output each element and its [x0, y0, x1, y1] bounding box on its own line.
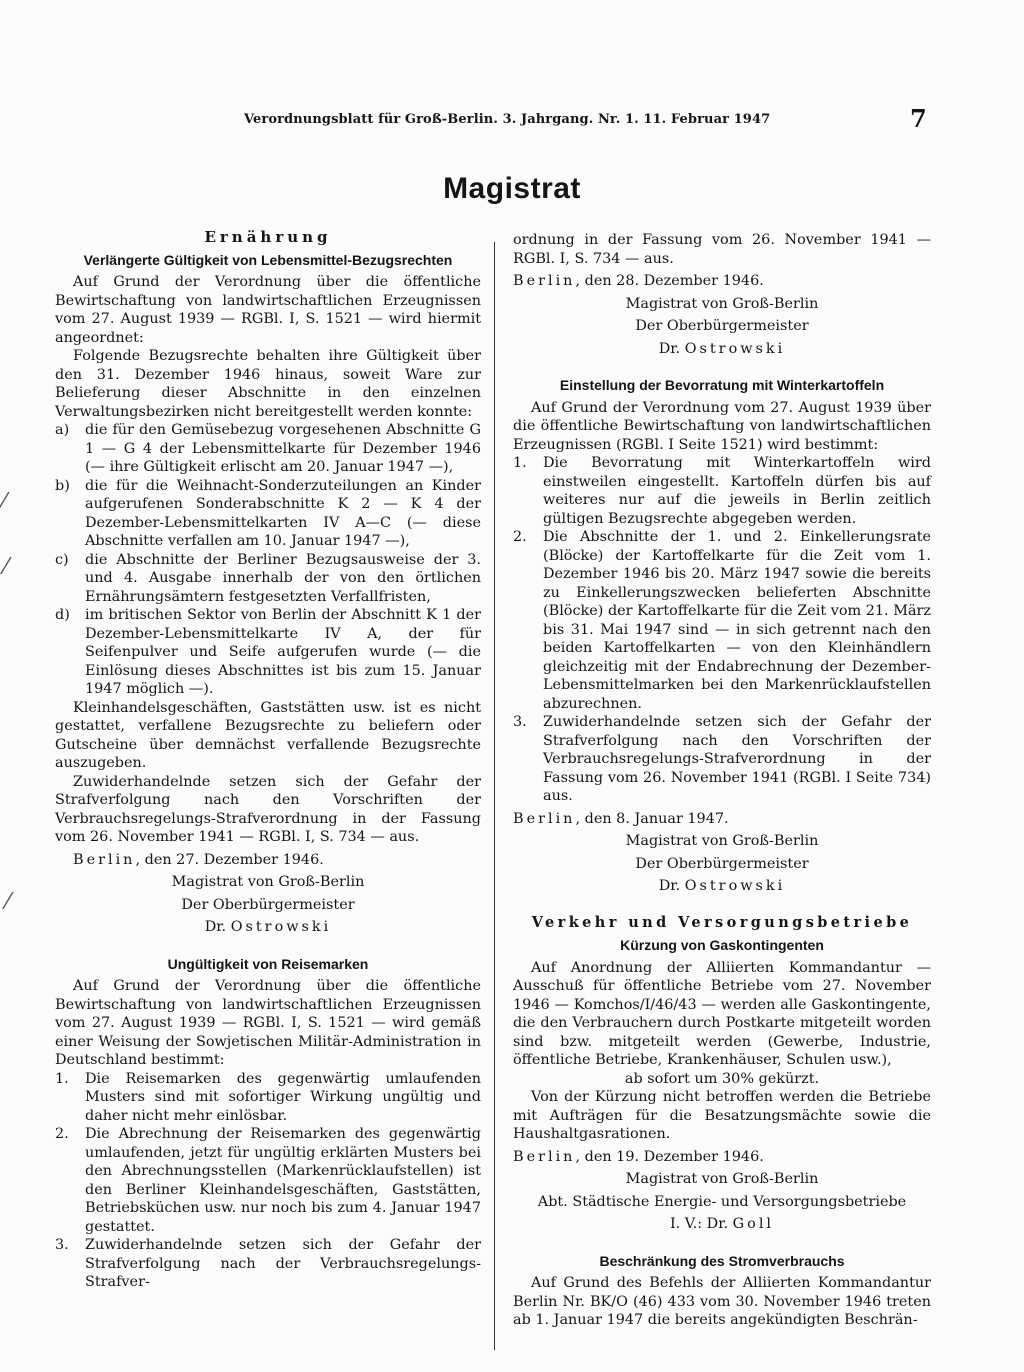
list-item-text: Zuwiderhandelnde setzen sich der Gefahr der Strafverfolgung nach der Verbrauchsregelungs-Strafver-: [85, 1237, 481, 1290]
list-item-label: 3.: [513, 714, 527, 730]
list-item-text: die für den Gemüsebezug vorgesehenen Abschnitte G 1 — G 4 der Lebensmittelkarte für Dezember 1946 (— ihre Gültigkeit erlischt am 20. Januar 1947 —),: [85, 422, 481, 475]
date: , den 27. Dezember 1946.: [135, 851, 324, 868]
list-item: [513, 528, 931, 713]
paragraph: Folgende Bezugsrechte behalten ihre Gültigkeit über den 31. Dezember 1946 hinaus, soweit Ware zur Belieferung dieser Abschnitte in den einzelnen Verwaltungsbezirken nicht bereitgestellt werden konnte:: [55, 348, 481, 420]
paragraph: Kleinhandelsgeschäften, Gaststätten usw. ist es nicht gestattet, verfallene Bezugsrechte zu beliefern oder Gutscheine über demnächst verfallende Bezugsrechte auszugeben.: [55, 699, 481, 771]
paragraph: Von der Kürzung nicht betroffen werden die Betriebe mit Aufträgen für die Besatzungsmächte sowie die Haushaltgasrationen.: [513, 1089, 931, 1142]
paragraph-emphasis: ab sofort um 30% gekürzt.: [624, 1070, 820, 1087]
left-column: [55, 228, 481, 1292]
list-item-label: b): [55, 477, 70, 494]
list-item-label: c): [55, 551, 69, 568]
paragraph: Auf Grund der Verordnung über die öffentliche Bewirtschaftung von landwirtschaftlichen Erzeugnissen vom 27. August 1939 — RGBl. I, S. 1521 — wird hiermit angeordnet:: [55, 274, 481, 346]
column-divider: [494, 242, 495, 1350]
list-item-text: die für die Weihnacht-Sonderzuteilungen an Kinder aufgerufenen Sonderabschnitte K 2 — K 4 der Dezember-Lebensmittelkarten IV A—C (— diese Abschnitte verfallen am 10. Januar 1947 —),: [85, 477, 481, 549]
signature-authority: Magistrat von Groß-Berlin: [625, 1171, 819, 1187]
list-item: [55, 477, 481, 551]
paragraph: Auf Grund der Verordnung vom 27. August 1939 über die öffentliche Bewirtschaftung von landwirtschaftlichen Erzeugnissen (RGBl. I Seite 1521) wird bestimmt:: [513, 399, 931, 453]
list-item-label: a): [55, 422, 70, 438]
place-date-line: [513, 272, 931, 291]
place: Berlin: [513, 1148, 576, 1165]
list-item-text: Zuwiderhandelnde setzen sich der Gefahr der Strafverfolgung nach den Vorschriften der Verbrauchsregelungs-Strafverordnung in der Fassung vom 26. November 1941 (RGBl. I Seite 734) aus.: [543, 714, 931, 804]
list-item: [513, 713, 931, 806]
heading-stromverbrauch: Beschränkung des Stromverbrauchs: [599, 1252, 845, 1269]
place-date-line: [513, 1148, 931, 1167]
list-item-label: 2.: [55, 1126, 69, 1142]
right-column: [513, 231, 931, 1330]
page-number: 7: [910, 104, 927, 133]
date: , den 19. Dezember 1946.: [575, 1148, 764, 1165]
section-title-verkehr: Verkehr und Versorgungsbetriebe: [531, 913, 913, 931]
signature-name: Ostrowski: [230, 919, 332, 935]
signature-prefix: Dr.: [658, 340, 681, 357]
date: , den 28. Dezember 1946.: [575, 273, 764, 289]
list-item-label: 1.: [513, 455, 527, 471]
signature-prefix: Dr.: [204, 919, 227, 935]
list-item-text: Die Bevorratung mit Winterkartoffeln wird einstweilen eingestellt. Kartoffeln dürfen bis auf weiteres nur auf die jeweils in Berlin zeitlich gültigen Bezugsrechte abgegeben werden.: [543, 455, 931, 527]
margin-mark: ⁄: [2, 490, 6, 515]
signature-title: Der Oberbürgermeister: [635, 318, 809, 334]
list-item-label: 1.: [55, 1070, 69, 1087]
list-item-text: Die Abrechnung der Reisemarken des gegenwärtig umlaufenden, jetzt für ungültig erklärten Musters bei den Abrechnungsstellen (Markenrücklaufstellen) ist den Berliner Kleinhandelsgeschäften, Gaststätten, Betriebsküchen usw. nur noch bis zum 4. Januar 1947 gestattet.: [85, 1126, 481, 1235]
list-item-label: 2.: [513, 529, 527, 545]
section-title-ernaehrung: Ernährung: [204, 228, 332, 246]
signature-title: Der Oberbürgermeister: [181, 896, 355, 913]
list-item-text: Die Reisemarken des gegenwärtig umlaufenden Musters sind mit sofortiger Wirkung ungültig und daher nicht mehr einlösbar.: [85, 1070, 481, 1124]
paragraph: Auf Grund der Verordnung über die öffentliche Bewirtschaftung von landwirtschaftlichen Erzeugnissen vom 27. August 1939 — RGBl. I, S. 1521 — wird gemäß einer Weisung der Sowjetischen Militär-Administration in Deutschland bestimmt:: [55, 978, 481, 1068]
list-item-label: d): [55, 607, 70, 623]
page-title: Magistrat: [443, 172, 581, 205]
signature-authority: Magistrat von Groß-Berlin: [625, 295, 819, 312]
place-date-line: [55, 851, 481, 870]
place: Berlin: [513, 273, 576, 289]
list-item: [513, 454, 931, 528]
signature-title: Der Oberbürgermeister: [635, 855, 809, 872]
signature-prefix: I. V.: Dr.: [669, 1216, 729, 1232]
date: , den 8. Januar 1947.: [575, 810, 729, 827]
margin-mark: ⁄: [6, 890, 10, 915]
list-item: [55, 1125, 481, 1236]
signature-department: Abt. Städtische Energie- und Versorgungsbetriebe: [537, 1193, 907, 1210]
paragraph: Auf Anordnung der Alliierten Kommandantur — Ausschuß für öffentliche Betriebe vom 27. November 1946 — Komchos/I/46/43 — werden alle Gaskontingente, die den Verbrauchern durch Postkarte mitgeteilt worden sind bzw. mitgeteilt werden (Gewerbe, Industrie, öffentliche Betriebe, Krankenhäuser, Schulen usw.),: [513, 959, 931, 1068]
margin-mark: ⁄: [4, 555, 8, 580]
list-item-text: die Abschnitte der Berliner Bezugsausweise der 3. und 4. Ausgabe innerhalb der von den örtlichen Ernährungsämtern festgesetzten Verfallfristen,: [85, 551, 481, 605]
list-item: [55, 1070, 481, 1126]
list-item: [55, 606, 481, 699]
paragraph: Auf Grund des Befehls der Alliierten Kommandantur Berlin Nr. BK/O (46) 433 vom 30. November 1946 treten ab 1. Januar 1947 die bereits angekündigten Beschrän-: [513, 1275, 931, 1328]
signature-name-line: [513, 1215, 931, 1234]
paragraph-continuation: ordnung in der Fassung vom 26. November 1941 — RGBl. I, S. 734 — aus.: [513, 232, 931, 267]
heading-lebensmittel-bezugsrechte: Verlängerte Gültigkeit von Lebensmittel-Bezugsrechten: [83, 251, 453, 268]
place: Berlin: [513, 810, 576, 827]
paragraph: Zuwiderhandelnde setzen sich der Gefahr der Strafverfolgung nach den Vorschriften der Verbrauchsregelungs-Strafverordnung in der Fassung vom 26. November 1941 — RGBl. I, S. 734 — aus.: [55, 773, 481, 845]
signature-name: Ostrowski: [684, 878, 786, 894]
list-item-label: 3.: [55, 1237, 69, 1253]
signature-name-line: [513, 877, 931, 896]
signature-name: Ostrowski: [684, 340, 786, 357]
place: Berlin: [73, 851, 136, 868]
signature-name: Goll: [732, 1216, 775, 1232]
signature-name-line: [513, 340, 931, 359]
list-item: [55, 1236, 481, 1292]
list-item: [55, 421, 481, 477]
signature-authority: Magistrat von Groß-Berlin: [171, 874, 365, 890]
heading-reisemarken: Ungültigkeit von Reisemarken: [167, 955, 369, 972]
place-date-line: [513, 810, 931, 829]
list-item-text: Die Abschnitte der 1. und 2. Einkellerungsrate (Blöcke) der Kartoffelkarte für die Zeit vom 1. Dezember 1946 bis 20. März 1947 sowie die bereits zu Einkellerungszwecken belieferten Abschnitte (Blöcke) der Kartoffelkarte für die Zeit vom 21. März bis 31. Mai 1947 sind — in sich getrennt nach den beiden Kartoffelkarten — von den Kleinhändlern gleichzeitig mit der Endabrechnung der Dezember-Lebensmittelmarken bei den Markenrücklaufstellen abzurechnen.: [543, 529, 931, 712]
running-header: Verordnungsblatt für Groß-Berlin. 3. Jahrgang. Nr. 1. 11. Februar 1947: [244, 112, 771, 127]
signature-name-line: [55, 918, 481, 937]
list-item: [55, 551, 481, 607]
heading-winterkartoffeln: Einstellung der Bevorratung mit Winterkartoffeln: [559, 377, 885, 393]
signature-prefix: Dr.: [658, 878, 681, 894]
list-item-text: im britischen Sektor von Berlin der Abschnitt K 1 der Dezember-Lebensmittelkarte IV A, der für Seifenpulver und Seife aufgerufen wurde (— die Einlösung dieses Abschnittes ist bis zum 15. Januar 1947 möglich —).: [85, 607, 481, 697]
signature-authority: Magistrat von Groß-Berlin: [625, 833, 819, 849]
heading-gaskontingente: Kürzung von Gaskontingenten: [620, 937, 824, 953]
